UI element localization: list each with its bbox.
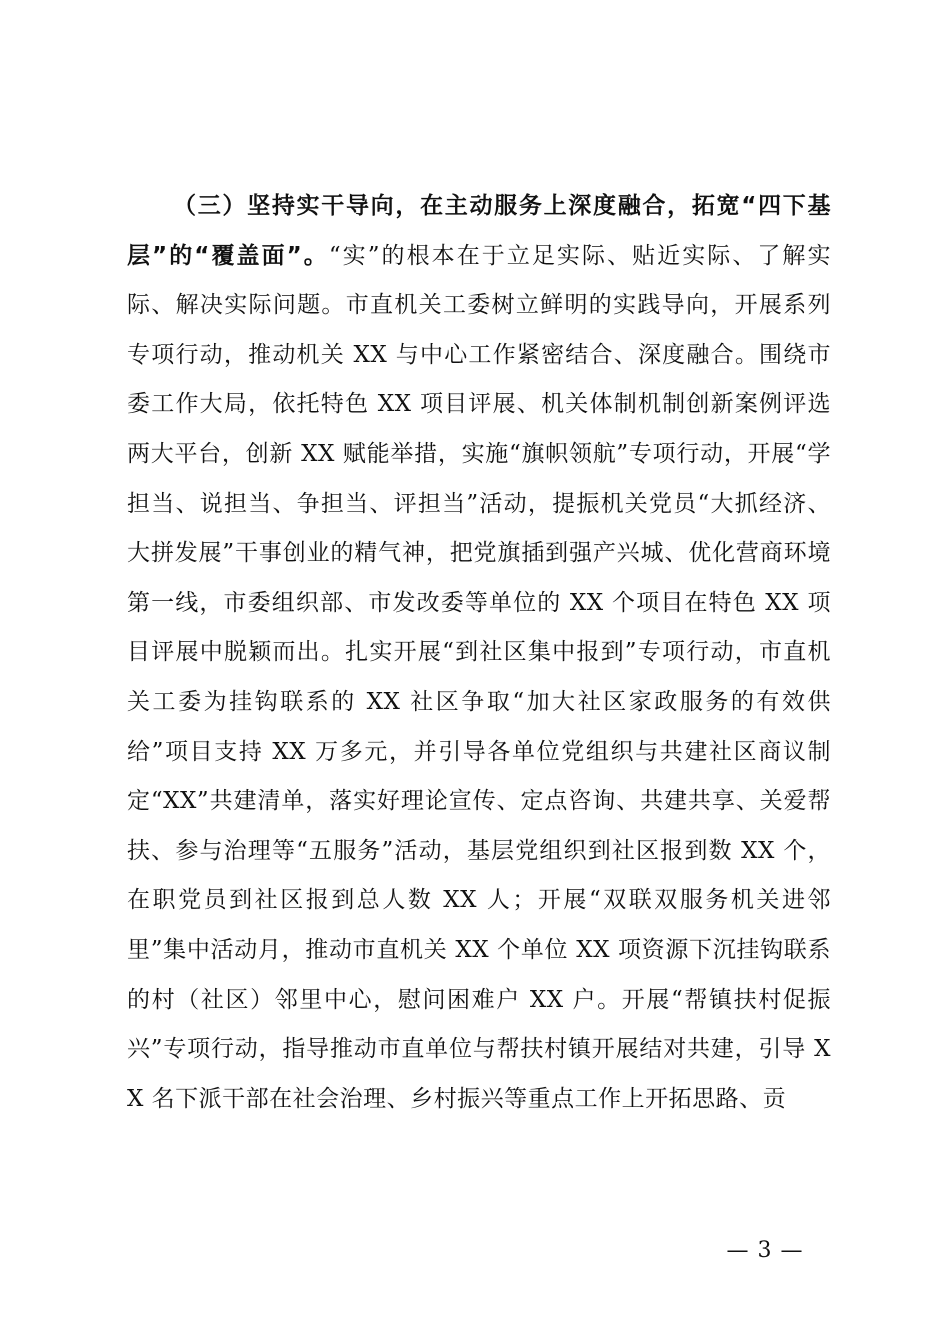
section-heading: （三）坚持实干导向，在主动服务上深度融合，拓宽“四下基层”的“覆盖面”。 — [127, 193, 831, 269]
paragraph-text: “实”的根本在于立足实际、贴近实际、了解实际、解决实际问题。市直机关工委树立鲜明的实践导向，开展系列专项行动，推动机关 XX 与中心工作紧密结合、深度融合。围绕市委工作大局，依托特色 XX 项目评展、机关体制机制创新案例评选两大平台，创新 XX 赋能举措，实施“旗帜领航”专项行动，开展“学担当、说担当、争担当、评担当”活动，提振机关党员“大抓经济、大拼发展”干事创业的精气神，把党旗插到强产兴城、优化营商环境第一线，市委组织部、市发改委等单位的 XX 个项目在特色 XX 项目评展中脱颖而出。扎实开展“到社区集中报到”专项行动，市直机关工委为挂钩联系的 XX 社区争取“加大社区家政服务的有效供给”项目支持 XX 万多元，并引导各单位党组织与共建社区商议制定“XX”共建清单，落实好理论宣传、定点咨询、共建共享、关爱帮扶、参与治理等“五服务”活动，基层党组织到社区报到数 XX 个，在职党员到社区报到总人数 XX 人；开展“双联双服务机关进邻里”集中活动月，推动市直机关 XX 个单位 XX 项资源下沉挂钩联系的村（社区）邻里中心，慰问困难户 XX 户。开展“帮镇扶村促振兴”专项行动，指导推动市直单位与帮扶村镇开展结对共建，引导 XX 名下派干部在社会治理、乡村振兴等重点工作上开拓思路、贡 — [127, 242, 831, 1112]
page-number: — 3 — — [726, 1238, 804, 1263]
body-paragraph — [127, 182, 831, 1124]
